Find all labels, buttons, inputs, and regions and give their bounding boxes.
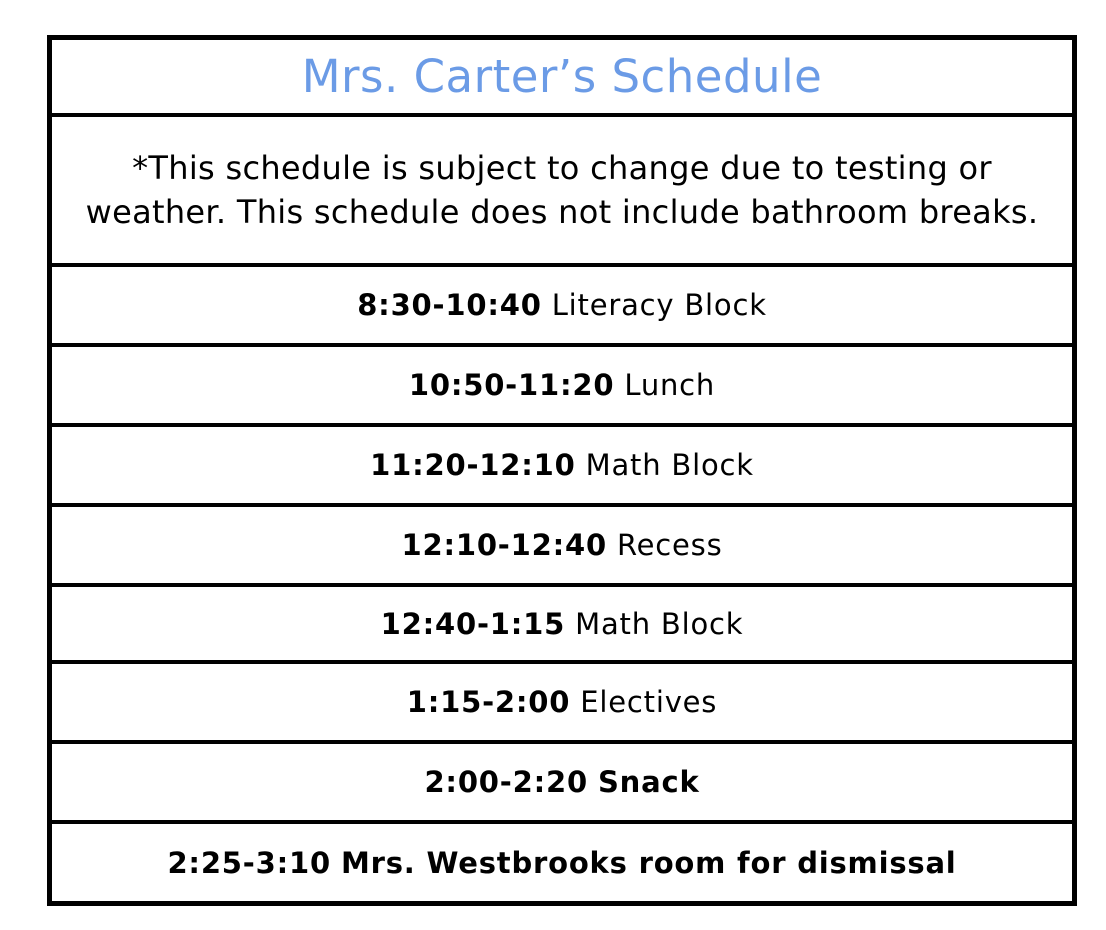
schedule-row xyxy=(52,744,1072,824)
schedule-entry xyxy=(402,528,723,562)
schedule-time: 12:10-12:40 xyxy=(401,528,607,562)
schedule-note: *This schedule is subject to change due to testing or weather. This schedule does not include bathroom breaks. xyxy=(85,149,1039,231)
schedule-row xyxy=(52,347,1072,427)
title-row xyxy=(52,40,1072,117)
schedule-activity: Math Block xyxy=(585,448,754,482)
schedule-activity: Literacy Block xyxy=(551,288,767,322)
note-row xyxy=(52,117,1072,267)
schedule-entry xyxy=(424,765,699,799)
schedule-row xyxy=(52,427,1072,507)
schedule-activity: Electives xyxy=(580,685,718,719)
schedule-time: 1:15-2:00 xyxy=(406,685,571,719)
schedule-activity: Math Block xyxy=(575,606,744,641)
schedule-time: 12:40-1:15 xyxy=(380,606,566,641)
schedule-time: 2:25-3:10 xyxy=(167,845,331,880)
schedule-row xyxy=(52,587,1072,664)
schedule-entry xyxy=(381,607,744,641)
schedule-activity: Recess xyxy=(617,528,723,562)
schedule-row xyxy=(52,267,1072,347)
schedule-time: 10:50-11:20 xyxy=(408,368,615,402)
schedule-entry xyxy=(409,368,715,402)
schedule-activity: Mrs. Westbrooks room for dismissal xyxy=(340,845,957,880)
schedule-entry xyxy=(407,685,717,719)
schedule-entry xyxy=(167,846,956,880)
schedule-entry xyxy=(357,288,767,322)
schedule-activity: Lunch xyxy=(624,368,716,402)
schedule-time: 8:30-10:40 xyxy=(357,288,542,322)
schedule-activity: Snack xyxy=(597,765,700,799)
schedule-time: 2:00-2:20 xyxy=(424,765,588,799)
schedule-entry xyxy=(370,448,754,482)
schedule-row xyxy=(52,664,1072,744)
schedule-row xyxy=(52,824,1072,901)
schedule-row xyxy=(52,507,1072,587)
schedule-table xyxy=(47,35,1077,906)
schedule-time: 11:20-12:10 xyxy=(370,448,576,482)
page-title: Mrs. Carter’s Schedule xyxy=(301,50,823,103)
